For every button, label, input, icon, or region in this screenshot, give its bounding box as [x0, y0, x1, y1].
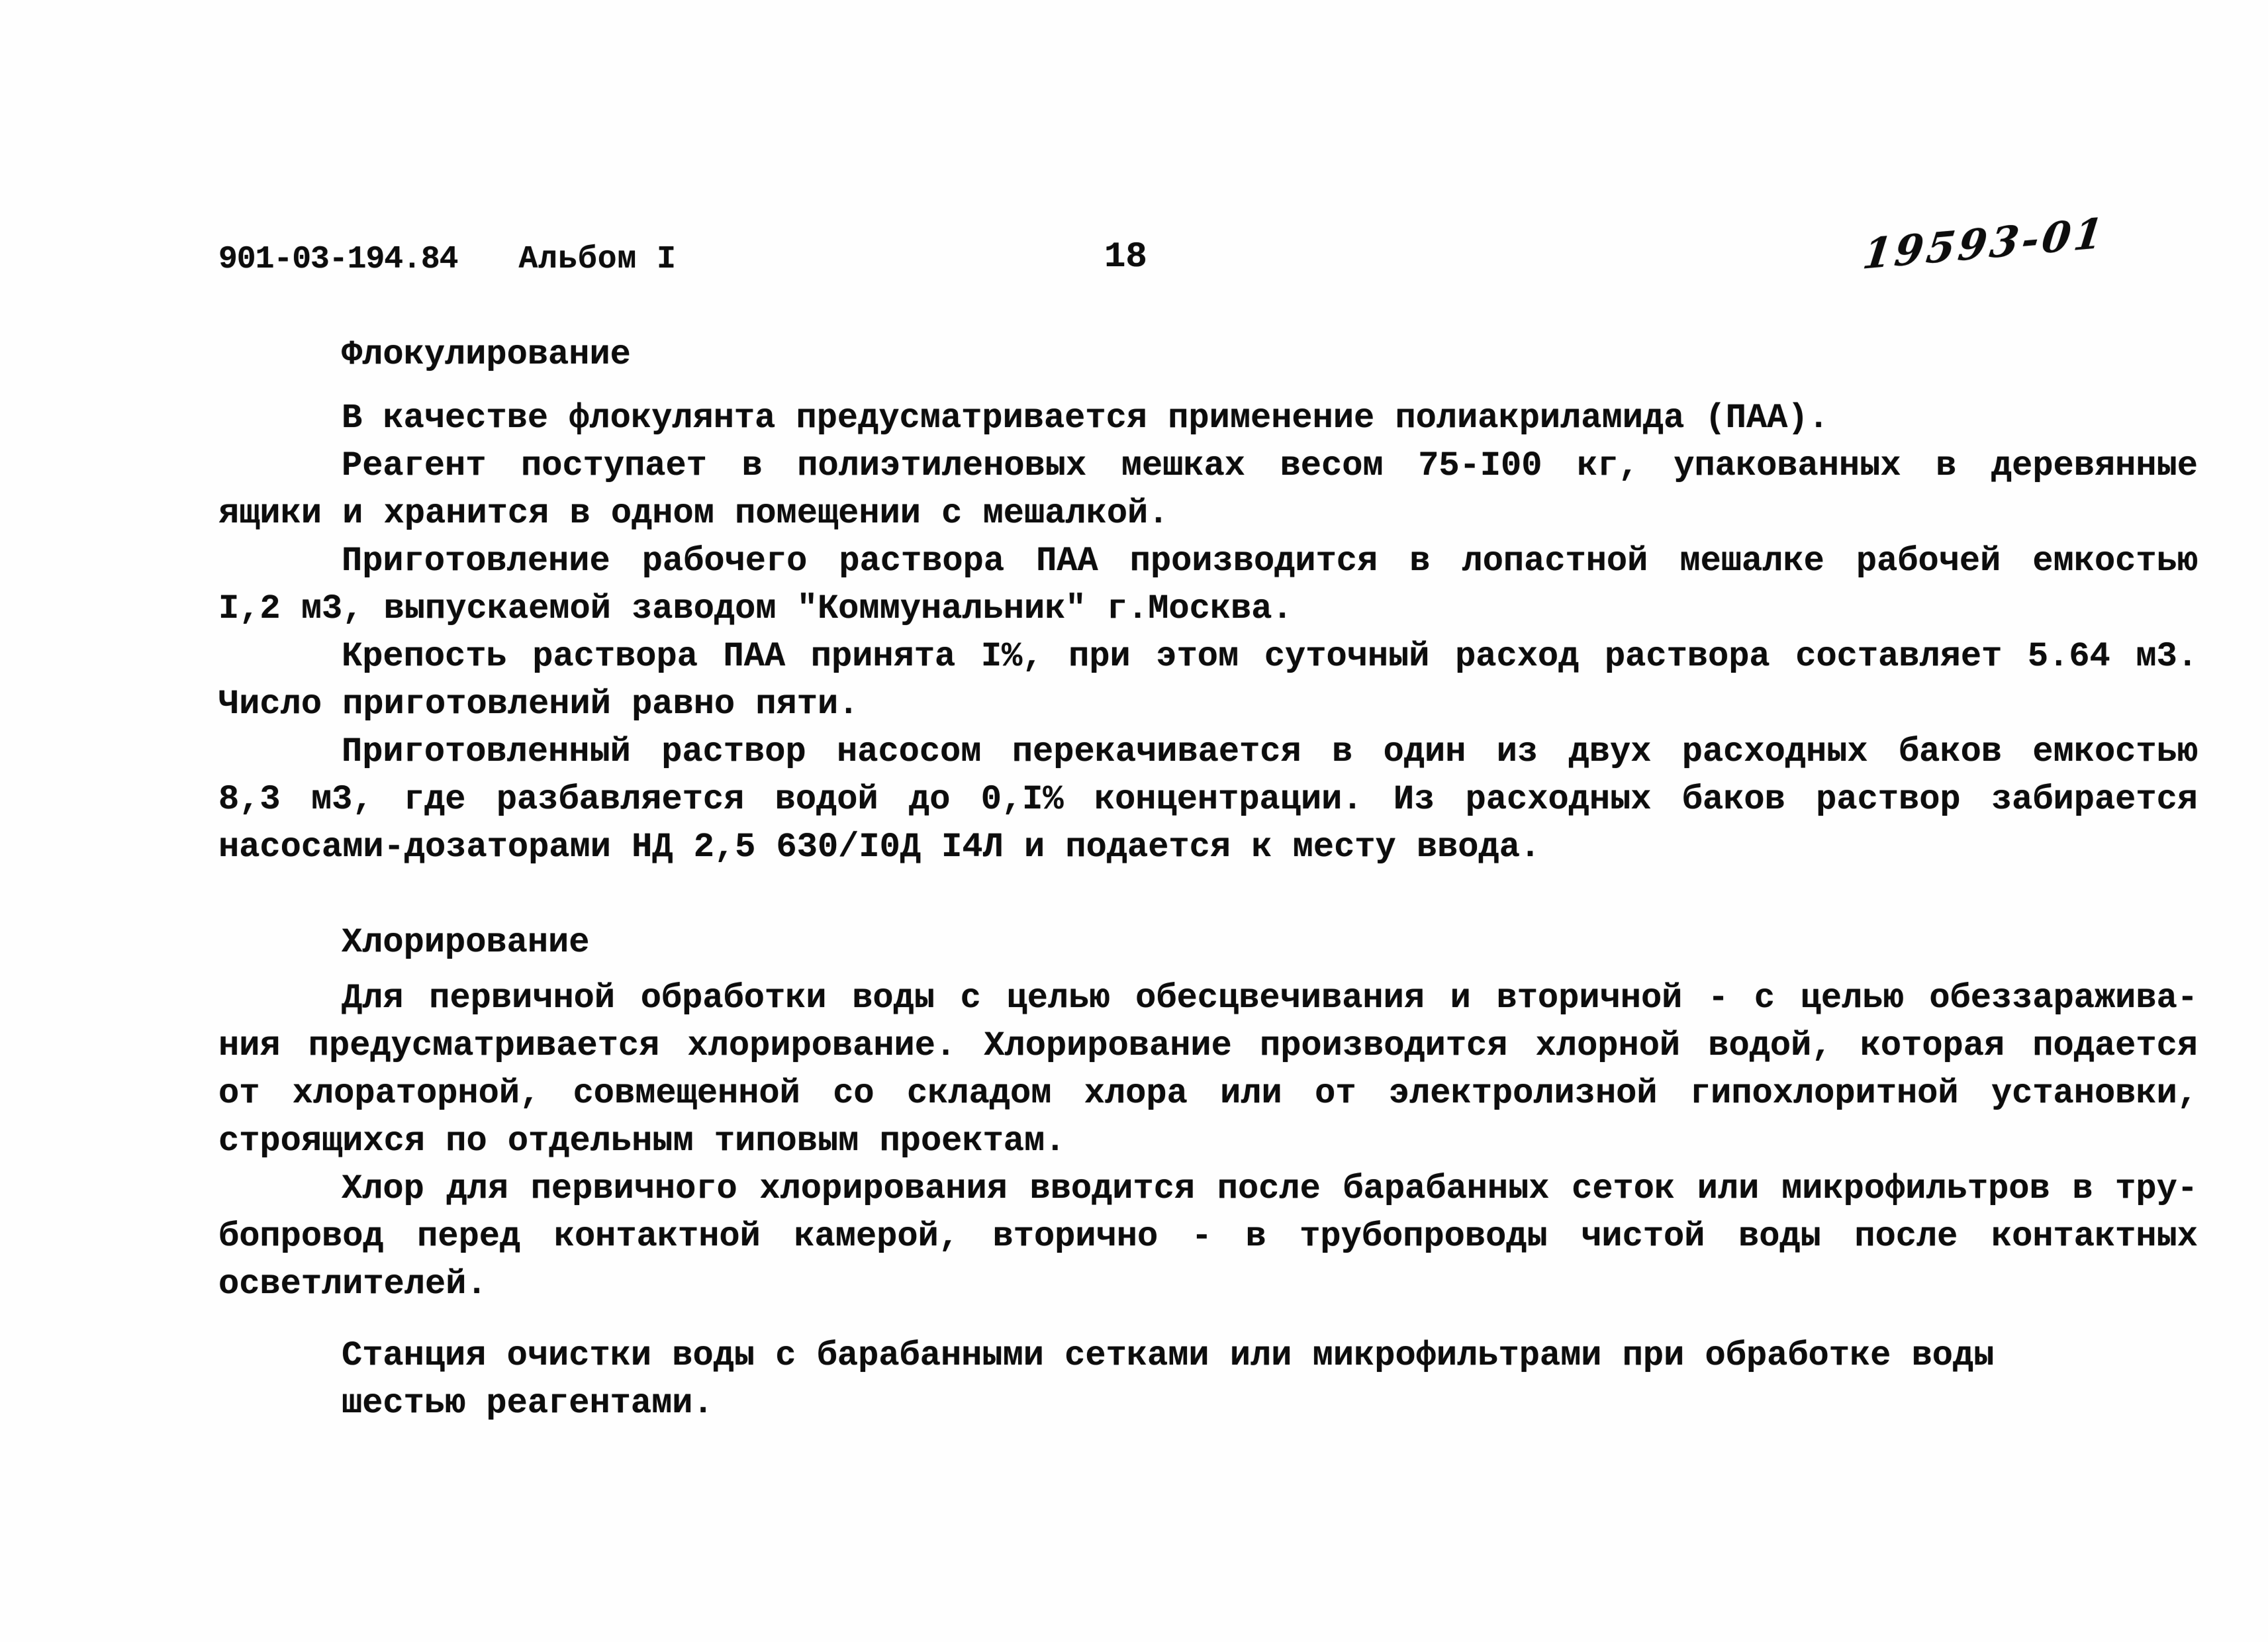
text-line: Реагент поступает в полиэтиленовых мешках весом 75-I00 кг, упакованных в деревянные [342, 446, 2198, 485]
page-number: 18 [1104, 237, 1147, 277]
text-line: строящихся по отдельным типовым проектам. [218, 1122, 1066, 1161]
text-line: Число приготовлений равно пяти. [218, 685, 859, 724]
album-label: Альбом I [518, 242, 677, 277]
paragraph [218, 728, 2198, 871]
paragraph [218, 395, 2198, 442]
text-line: В качестве флокулянта предусматривается применение полиакриламида (ПАА). [342, 399, 1829, 438]
paragraph [218, 538, 2198, 633]
text-line: Приготовленный раствор насосом перекачивается в один из двух расходных баков емкостью [342, 732, 2198, 771]
text-line: от хлораторной, совмещенной со складом хлора или от электролизной гипохлоритной установки, [218, 1074, 2198, 1113]
text-line: I,2 м3, выпускаемой заводом "Коммунальник" г.Москва. [218, 589, 1293, 628]
text-line: Крепость раствора ПАА принята I%, при этом суточный расход раствора составляет 5.64 м3. [342, 637, 2198, 676]
paragraph [218, 633, 2198, 728]
paragraph [342, 1332, 2198, 1427]
text-line: ящики и хранится в одном помещении с мешалкой. [218, 494, 1169, 533]
text-line: Хлор для первичного хлорирования вводится после барабанных сеток или микрофильтров в тру- [342, 1169, 2198, 1208]
text-line: Приготовление рабочего раствора ПАА производится в лопастной мешалке рабочей емкостью [342, 542, 2198, 581]
paragraph [218, 975, 2198, 1165]
section-heading-flocculation: Флокулирование [342, 335, 631, 374]
document-header [218, 242, 677, 289]
handwritten-mark: 19593-01 [1860, 208, 2109, 279]
text-line: насосами-дозаторами НД 2,5 630/I0Д I4Л и подается к месту ввода. [218, 828, 1541, 867]
paragraph [218, 442, 2198, 538]
text-line: осветлителей. [218, 1265, 487, 1304]
text-line: 8,3 м3, где разбавляется водой до 0,I% концентрации. Из расходных баков раствор забирается [218, 780, 2198, 819]
document-body [218, 331, 2198, 1427]
text-line: бопровод перед контактной камерой, вторично - в трубопроводы чистой воды после контактных [218, 1217, 2198, 1256]
doc-number: 901-03-194.84 [218, 242, 458, 277]
text-line: шестью реагентами. [342, 1384, 714, 1423]
text-line: Для первичной обработки воды с целью обесцвечивания и вторичной - с целью обеззаражива- [342, 979, 2198, 1018]
paragraph [218, 1165, 2198, 1308]
section-heading-chlorination: Хлорирование [342, 923, 590, 962]
text-line: Станция очистки воды с барабанными сетками или микрофильтрами при обработке воды [342, 1336, 1995, 1375]
text-line: ния предусматривается хлорирование. Хлорирование производится хлорной водой, которая подается [218, 1026, 2198, 1065]
